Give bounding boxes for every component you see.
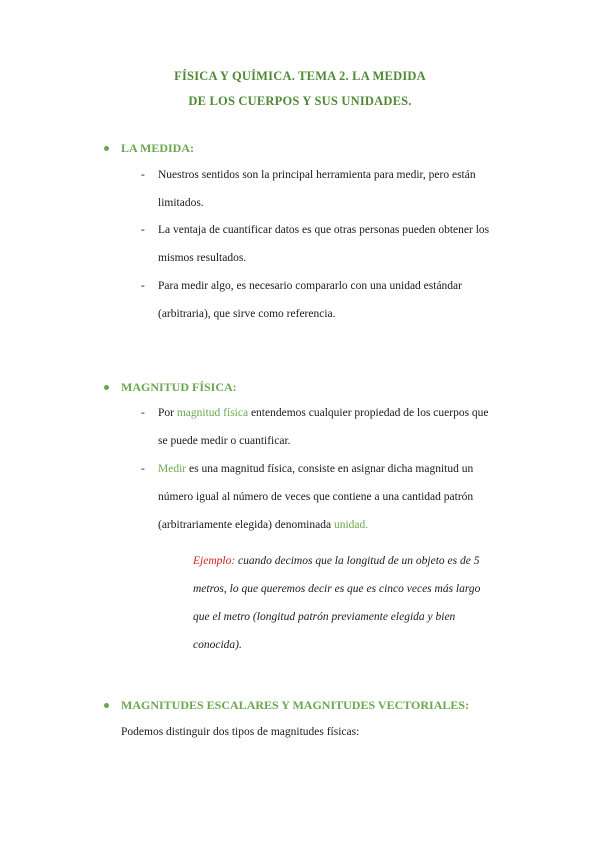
item-text: Para medir algo, es necesario compararlo con una unidad estándar [158, 280, 462, 292]
highlighted-term: Medir [158, 463, 187, 475]
page-title-line2: DE LOS CUERPOS Y SUS UNIDADES. [188, 94, 412, 108]
example-text: cuando decimos que la longitud de un objeto es de 5 [235, 555, 480, 567]
dash-marker: - [141, 169, 145, 181]
item-text: Nuestros sentidos son la principal herramienta para medir, pero están [158, 169, 476, 181]
section-heading-label: MAGNITUDES ESCALARES Y MAGNITUDES VECTORIALES: [121, 698, 470, 712]
dash-marker: - [141, 463, 145, 475]
bullet-icon [104, 703, 109, 708]
section-heading-label: LA MEDIDA: [121, 141, 195, 155]
text-post: entendemos cualquier propiedad de los cuerpos que [248, 407, 489, 419]
item-text: La ventaja de cuantificar datos es que otras personas pueden obtener los [158, 224, 490, 236]
section-heading-magnitudes-escalares [104, 698, 469, 713]
dash-marker: - [141, 407, 145, 419]
example-line: conocida). [193, 639, 242, 651]
bullet-icon [104, 385, 109, 390]
text-post: es una magnitud física, consiste en asignar dicha magnitud un [186, 463, 474, 475]
section-heading-la-medida [104, 141, 194, 156]
item-text: mismos resultados. [158, 252, 247, 264]
highlighted-term: magnitud física [176, 407, 249, 419]
item-text: número igual al número de veces que contiene a una cantidad patrón [158, 491, 474, 503]
body-paragraph: Podemos distinguir dos tipos de magnitudes físicas: [121, 726, 360, 738]
example-line: que el metro (longitud patrón previamente elegida y bien [193, 611, 456, 623]
example-line: metros, lo que queremos decir es que es cinco veces más largo [193, 583, 481, 595]
item-text [158, 463, 473, 475]
example-line [193, 555, 480, 567]
highlighted-term: unidad. [333, 519, 369, 531]
text-pre: (arbitrariamente elegida) denominada [158, 519, 334, 531]
dash-marker: - [141, 224, 145, 236]
page-title-line1: FÍSICA Y QUÍMICA. TEMA 2. LA MEDIDA [174, 69, 426, 83]
section-heading-label: MAGNITUD FÍSICA: [121, 380, 237, 394]
item-text [158, 407, 489, 419]
section-heading-magnitud-fisica [104, 380, 237, 395]
dash-marker: - [141, 280, 145, 292]
text-pre: Por [158, 407, 177, 419]
item-text: se puede medir o cuantificar. [158, 435, 291, 447]
example-label: Ejemplo: [193, 555, 236, 567]
bullet-icon [104, 146, 109, 151]
item-text: (arbitraria), que sirve como referencia. [158, 308, 336, 320]
item-text: limitados. [158, 197, 204, 209]
item-text [158, 519, 368, 531]
